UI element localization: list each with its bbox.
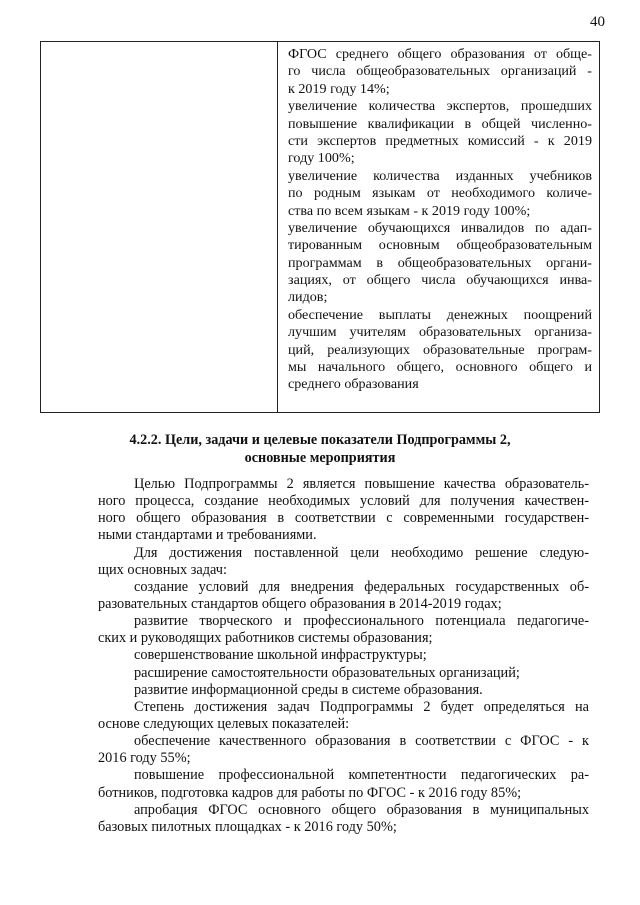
text-line: мы начального общего, основного общего и (288, 359, 592, 376)
paragraph (288, 98, 592, 168)
paragraph (288, 46, 592, 98)
text-line: го числа общеобразовательных организаций - (288, 63, 592, 80)
text-line: к 2019 году 14%; (288, 80, 390, 97)
section-heading-line-2: основные мероприятия (244, 450, 396, 466)
paragraph (98, 579, 589, 613)
paragraph (288, 168, 592, 220)
text-line: расширение самостоятельности образовательных организаций; (134, 664, 520, 681)
text-line: лучшим учителям образовательных организа- (288, 324, 592, 341)
text-line: Целью Подпрограммы 2 является повышение качества образователь- (134, 476, 589, 492)
text-line: повышение квалификации в общей численно- (288, 115, 592, 132)
text-line: ботников, подготовка кадров для работы по ФГОС - к 2016 году 85%; (98, 784, 522, 801)
body-text (98, 476, 589, 836)
text-line: ских и руководящих работников системы образования; (98, 630, 433, 647)
text-line: Степень достижения задач Подпрограммы 2 будет определяться на (134, 698, 589, 715)
text-line: ций, реализующих образовательные програм- (288, 341, 592, 358)
text-line: базовых пилотных площадках - к 2016 году 50%; (98, 818, 397, 835)
text-line: сти экспертов предметных комиссий - к 2019 (288, 132, 592, 149)
text-line: ФГОС среднего общего образования от обще- (288, 46, 592, 62)
text-line: ства по всем языкам - к 2019 году 100%; (288, 202, 531, 219)
text-line: 2016 году 55%; (98, 750, 191, 767)
page-number: 40 (590, 14, 605, 30)
text-line: увеличение количества экспертов, прошедших (288, 98, 592, 115)
paragraph (288, 220, 592, 307)
text-line: развитие информационной среды в системе образования. (134, 681, 483, 698)
text-line: создание условий для внедрения федеральных государственных об- (134, 578, 589, 595)
text-line: ными стандартами и требованиями. (98, 527, 317, 544)
text-line: Для достижения поставленной цели необходимо решение следую- (134, 544, 589, 561)
paragraph (98, 665, 589, 682)
text-line: ного процесса, создание необходимых условий для получения качествен- (98, 493, 589, 510)
text-line: основе следующих целевых показателей: (98, 715, 350, 732)
text-line: разовательных стандартов общего образования в 2014-2019 годах; (98, 595, 502, 612)
text-line: году 100%; (288, 150, 355, 167)
paragraph (98, 682, 589, 699)
text-line: среднего образования (288, 376, 419, 393)
text-line: зациях, от общего числа обучающихся инва- (288, 272, 592, 289)
text-line: тированным основным общеобразовательным (288, 237, 592, 254)
table-cell-indicators (288, 46, 592, 394)
indicators-table (40, 41, 600, 413)
section-heading-line-1: 4.2.2. Цели, задачи и целевые показатели Подпрограммы 2, (129, 432, 511, 448)
text-line: увеличение обучающихся инвалидов по адап- (288, 219, 592, 236)
text-line: развитие творческого и профессионального потенциала педагогиче- (134, 613, 589, 630)
text-line: совершенствование школьной инфраструктуры; (134, 647, 427, 664)
paragraph (98, 545, 589, 579)
paragraph (98, 699, 589, 733)
paragraph (98, 613, 589, 647)
text-line: лидов; (288, 289, 328, 306)
paragraph (98, 802, 589, 836)
paragraph (98, 733, 589, 767)
text-line: ного общего образования в соответствии с современными государствен- (98, 510, 589, 527)
text-line: по родным языкам от необходимого количе- (288, 185, 592, 202)
paragraph (98, 476, 589, 545)
paragraph (98, 647, 589, 664)
text-line: повышение профессиональной компетентности педагогических ра- (134, 767, 589, 784)
text-line: щих основных задач: (98, 561, 227, 578)
table-column-divider (277, 42, 278, 412)
text-line: обеспечение качественного образования в соответствии с ФГОС - к (134, 733, 589, 750)
paragraph (288, 307, 592, 394)
text-line: увеличение количества изданных учебников (288, 167, 592, 184)
paragraph (98, 767, 589, 801)
text-line: программам в общеобразовательных органи- (288, 254, 592, 271)
text-line: обеспечение выплаты денежных поощрений (288, 306, 592, 323)
text-line: апробация ФГОС основного общего образования в муниципальных (134, 801, 589, 818)
section-heading (40, 431, 600, 467)
